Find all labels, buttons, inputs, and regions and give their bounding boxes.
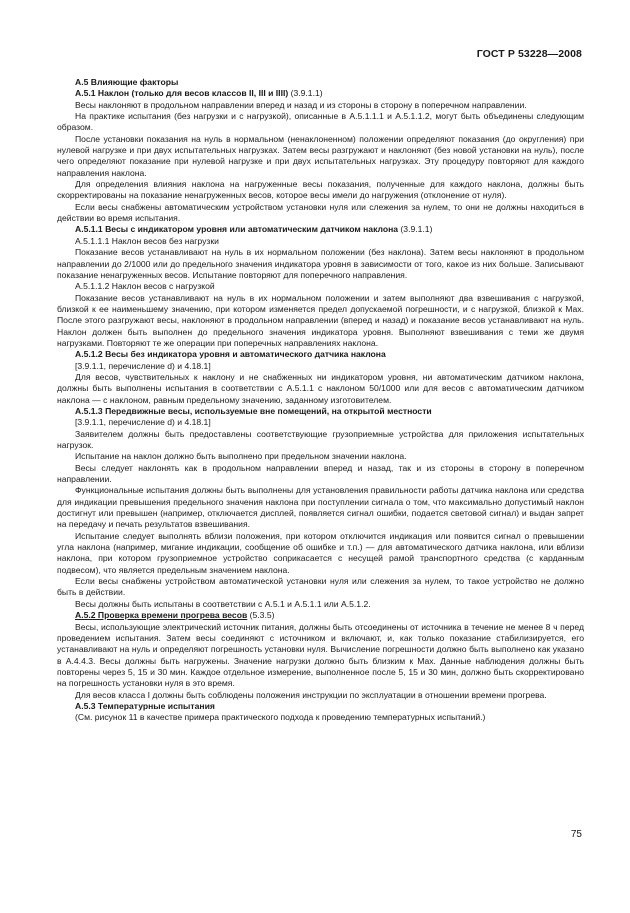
heading-ref: (3.9.1.1) [398, 224, 433, 235]
paragraph: Испытание следует выполнять вблизи положения, при котором отключится индикация или появится сигнал о превышении угла наклона (например, мигание индикации, сообщение об ошибке и т.п.) — для автоматического датчика наклона, или вблизи наклона, при котором грузоприемное устройство соприкасается с несущей рамой транспортного средства (с карданным подвесом), что является предельным значением наклона. [57, 530, 584, 575]
paragraph: Показание весов устанавливают на нуль в их нормальном положении (без наклона). Затем весы наклоняют в продольном направлении до 2/1000 или до предельного значения индикатора уровня в зависимости от того, какое из них больше. Записывают показание ненагруженных весов. Испытание повторяют для поперечного направления. [57, 247, 584, 280]
paragraph: После установки показания на нуль в нормальном (ненаклоненном) положении определяют показания (до округления) при нулевой нагрузке и при двух испытательных нагрузках. Затем весы разгружают и наклоняют (без новой установки на нуль), после чего определяют показание при нулевой нагрузке и при двух испытательных нагрузках. Эту процедуру повторяют для каждого направления наклона. [57, 133, 584, 178]
paragraph: На практике испытания (без нагрузки и с нагрузкой), описанные в А.5.1.1.1 и А.5.1.1.2, могут быть объединены следующим образом. [57, 111, 584, 133]
heading-ref: (3.9.1.1) [288, 88, 323, 99]
heading-text: А.5.1.1 Весы с индикатором уровня или автоматическим датчиком наклона [75, 224, 399, 235]
section-heading-a513 [57, 406, 584, 417]
section-ref: [3.9.1.1, перечисление d) и 4.18.1] [75, 360, 211, 371]
heading-ref: (5.3.5) [247, 610, 275, 621]
paragraph: (См. рисунок 11 в качестве примера практического подхода к проведению температурных испытаний.) [75, 712, 486, 723]
paragraph: Если весы снабжены устройством автоматической установки нуля или слежения за нулем, то такое устройство не должно быть в действии. [57, 576, 584, 598]
section-heading-a5 [57, 77, 584, 88]
paragraph: Весы, использующие электрический источник питания, должны быть отсоединены от источника в течение не менее 8 ч перед проведением испытания. Затем весы соединяют с источником и включают, и, как только показание стабилизируется, его устанавливают на нуль и определяют погрешность установки нуля. Вычисление погрешности должно быть выполнено как указано в А.4.4.3. Весы должны быть нагружены. Значение нагрузки должно быть близким к Max. Данные наблюдения должны быть повторены через 5, 15 и 30 мин. Каждое отдельное измерение, выполненное после 5, 15 и 30 мин, должно быть скорректировано на погрешность установки нуля в это время. [57, 621, 584, 689]
paragraph: Функциональные испытания должны быть выполнены для установления правильности работы датчика наклона или средства для индикации превышения предельного значения наклона при поступлении сигнала о том, что максимально допустимый наклон достигнут или превышен (например, отключается дисплей, появляется сигнал ошибки, подается световой сигнал) и выдан запрет на передачу и печать результатов взвешивания. [57, 485, 584, 530]
subsection-title: А.5.1.1.1 Наклон весов без нагрузки [75, 235, 219, 246]
section-ref: [3.9.1.1, перечисление d) и 4.18.1] [75, 417, 211, 428]
subsection-title: А.5.1.1.2 Наклон весов с нагрузкой [75, 281, 215, 292]
standard-code-header: ГОСТ Р 53228—2008 [476, 48, 582, 60]
heading-text: А.5.1.3 Передвижные весы, используемые вне помещений, на открытой местности [75, 405, 432, 416]
heading-text: А.5.1 Наклон (только для весов классов II, III и IIII) [75, 88, 289, 99]
heading-text: А.5.2 Проверка времени прогрева весов [75, 610, 248, 621]
paragraph: Показание весов устанавливают на нуль в их нормальном положении и затем выполняют два взвешивания с нагрузкой, близкой к ее наименьшему значению, при котором изменяется предел допускаемой погрешности, и с нагрузкой, близкой к Max. После этого разгружают весы, наклоняют в продольном направлении (вперед и назад) и показание весов устанавливают на нуль. Наклон должен быть выполнен до предельного значения индикатора уровня. Выполняют взвешивания с теми же двумя нагрузками. Повторяют те же операции при поперечных направлениях наклона. [57, 292, 584, 348]
heading-text: А.5.1.2 Весы без индикатора уровня и автоматического датчика наклона [75, 349, 386, 360]
section-heading-a51 [57, 88, 584, 99]
page-number: 75 [570, 829, 582, 840]
paragraph: Весы следует наклонять как в продольном направлении вперед и назад, так и из стороны в сторону в поперечном направлении. [57, 462, 584, 485]
heading-text: А.5.3 Температурные испытания [75, 700, 215, 711]
section-heading-a52 [57, 610, 584, 621]
paragraph: Заявителем должны быть предоставлены соответствующие грузоприемные устройства для приложения испытательных нагрузок. [57, 428, 584, 450]
paragraph: Для весов класса I должны быть соблюдены положения инструкции по эксплуатации в отношении времени прогрева. [75, 689, 547, 700]
paragraph: Если весы снабжены автоматическим устройством установки нуля или слежения за нулем, то они не должны находиться в действии во время испытания. [57, 201, 584, 224]
paragraph: Весы должны быть испытаны в соответствии с А.5.1 и А.5.1.1 или А.5.1.2. [75, 598, 371, 609]
paragraph: Для определения влияния наклона на нагруженные весы показания, полученные для каждого наклона, должны быть скорректированы на показание ненагруженных весов, которое весы имели до нагружения (отклонение от нуля). [57, 179, 584, 201]
section-heading-a53 [57, 701, 584, 712]
section-heading-a511 [57, 224, 584, 235]
heading-text: А.5 Влияющие факторы [75, 77, 179, 87]
section-heading-a512 [57, 349, 584, 360]
paragraph: Испытание на наклон должно быть выполнено при предельном значении наклона. [75, 451, 407, 462]
document-body [57, 77, 584, 724]
paragraph: Для весов, чувствительных к наклону и не снабженных ни индикатором уровня, ни автоматическим датчиком наклона, должны быть выполнены испытания в соответствии с А.5.1.1 с наклоном 50/1000 или для весов с автоматическим датчиком наклона — с наклоном, равным предельному значению, заданному изготовителем. [57, 371, 584, 405]
paragraph: Весы наклоняют в продольном направлении вперед и назад и из стороны в сторону в поперечном направлении. [75, 99, 527, 110]
